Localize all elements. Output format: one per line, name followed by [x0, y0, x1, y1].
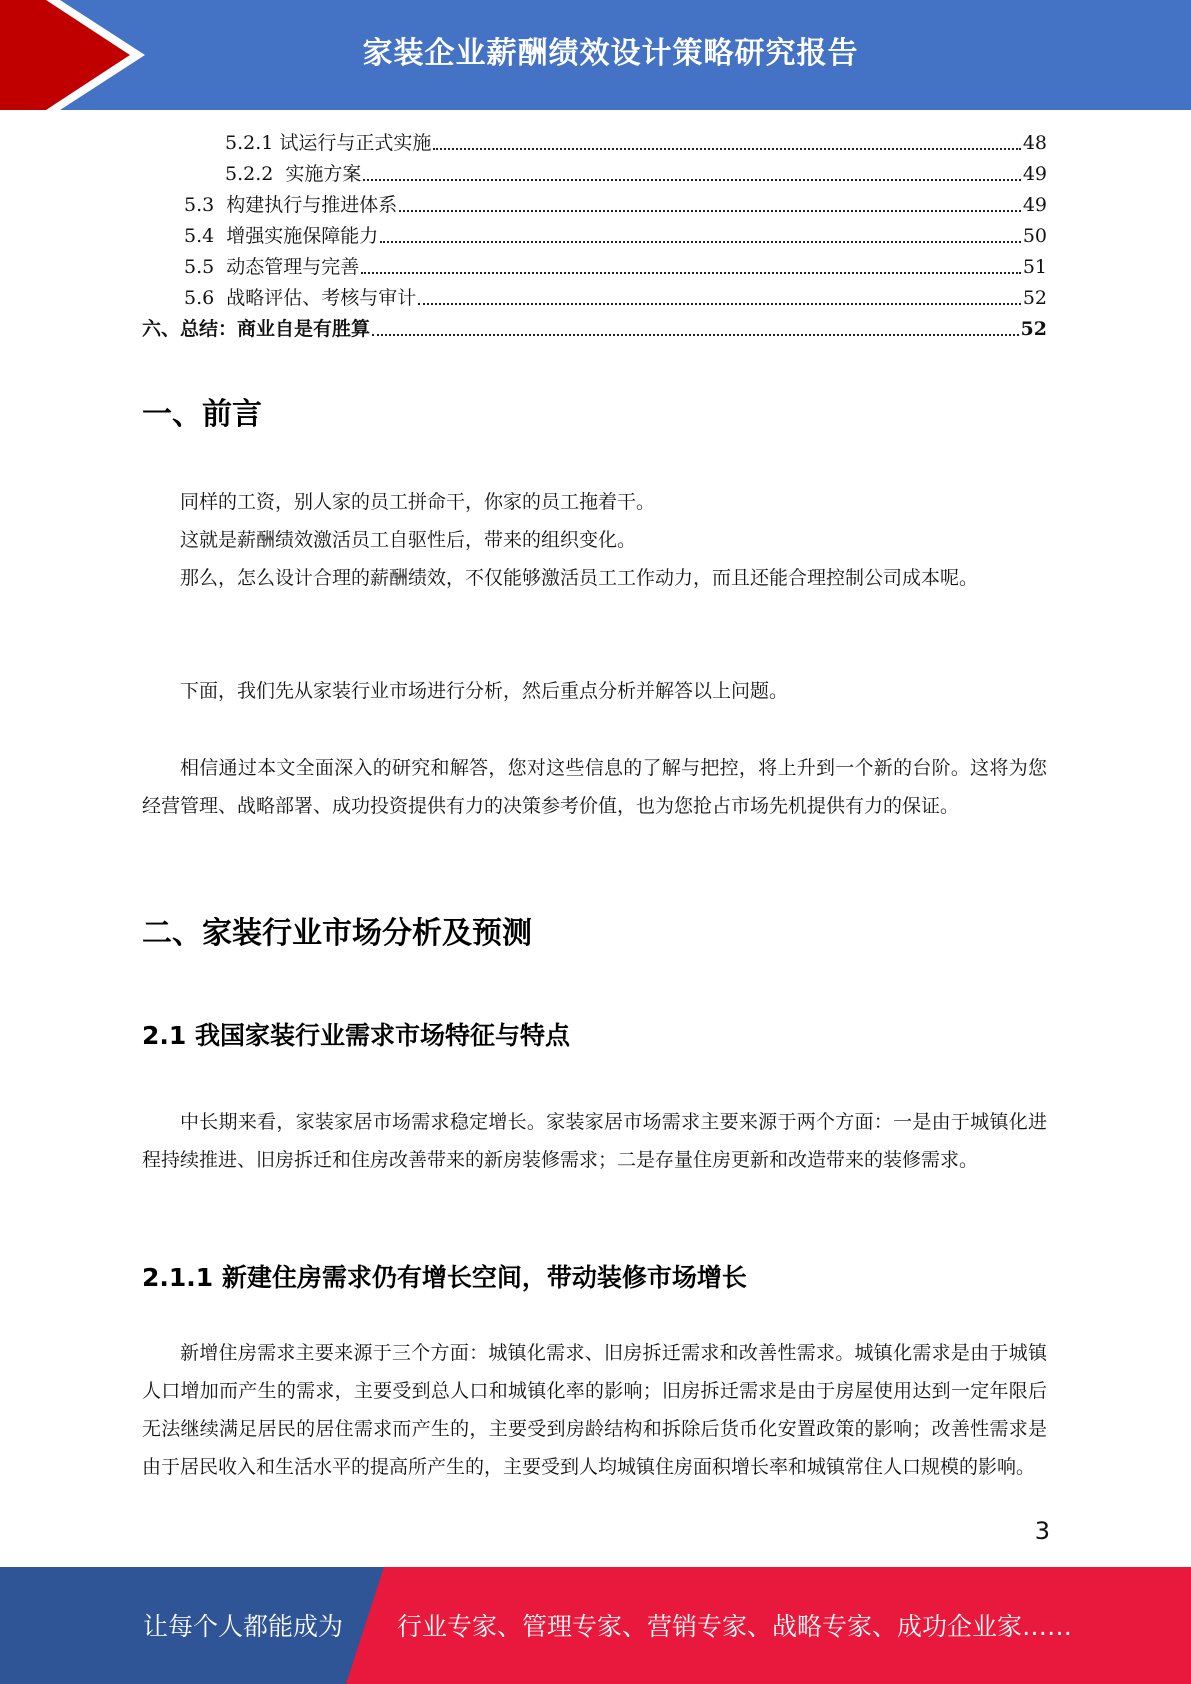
subsection-heading-2-1-1: 2.1.1 新建住房需求仍有增长空间，带动装修市场增长 — [142, 1263, 747, 1292]
toc-entry-5-5[interactable] — [184, 255, 1047, 279]
paragraph: 同样的工资，别人家的员工拼命干，你家的员工拖着干。 — [180, 491, 656, 513]
toc-leader-dots — [380, 241, 1021, 243]
toc-entry-page: 52 — [1020, 318, 1047, 340]
page-footer — [0, 1567, 1191, 1684]
footer-slogan-left: 让每个人都能成为 — [143, 1612, 344, 1641]
toc-entry-5-2-2[interactable] — [225, 162, 1047, 186]
toc-entry-page: 50 — [1022, 225, 1047, 247]
section-heading-market-analysis: 二、家装行业市场分析及预测 — [142, 916, 532, 951]
toc-leader-dots — [372, 334, 1019, 336]
toc-entry-5-4[interactable] — [184, 224, 1047, 248]
paragraph: 这就是薪酬绩效激活员工自驱性后，带来的组织变化。 — [180, 529, 637, 551]
toc-entry-page: 52 — [1022, 287, 1047, 309]
subsection-heading-2-1: 2.1 我国家装行业需求市场特征与特点 — [142, 1021, 570, 1050]
toc-entry-page: 49 — [1022, 194, 1047, 216]
toc-leader-dots — [399, 210, 1021, 212]
toc-entry-label: 5.4 增强实施保障能力 — [184, 225, 379, 247]
toc-entry-label: 5.2.1 试运行与正式实施 — [225, 132, 432, 154]
paragraph: 下面，我们先从家装行业市场进行分析，然后重点分析并解答以上问题。 — [180, 680, 789, 702]
header-title: 家装企业薪酬绩效设计策略研究报告 — [362, 36, 859, 71]
toc-leader-dots — [418, 303, 1021, 305]
paragraph: 中长期来看，家装家居市场需求稳定增长。家装家居市场需求主要来源于两个方面：一是由于城镇化进程持续推进、旧房拆迁和住房改善带来的新房装修需求；二是存量住房更新和改造带来的装修需求。 — [142, 1111, 1047, 1171]
paragraph: 相信通过本文全面深入的研究和解答，您对这些信息的了解与把控，将上升到一个新的台阶。这将为您经营管理、战略部署、成功投资提供有力的决策参考价值，也为您抢占市场先机提供有力的保证。 — [142, 757, 1047, 817]
paragraph: 新增住房需求主要来源于三个方面：城镇化需求、旧房拆迁需求和改善性需求。城镇化需求是由于城镇人口增加而产生的需求，主要受到总人口和城镇化率的影响；旧房拆迁需求是由于房屋使用达到一定年限后无法继续满足居民的居住需求而产生的，主要受到房龄结构和拆除后货币化安置政策的影响；改善性需求是由于居民收入和生活水平的提高所产生的，主要受到人均城镇住房面积增长率和城镇常住人口规模的影响。 — [142, 1342, 1047, 1478]
toc-entry-page: 49 — [1022, 163, 1047, 185]
toc-entry-5-3[interactable] — [184, 193, 1047, 217]
toc-entry-label: 5.5 动态管理与完善 — [184, 256, 360, 278]
page-header — [0, 0, 1191, 110]
toc-entry-5-6[interactable] — [184, 286, 1047, 310]
toc-leader-dots — [361, 272, 1021, 274]
toc-entry-label: 5.6 战略评估、考核与审计 — [184, 287, 417, 309]
toc-entry-page: 48 — [1022, 132, 1047, 154]
toc-entry-chapter-6[interactable] — [142, 317, 1047, 341]
toc-entry-label: 六、总结：商业自是有胜算 — [142, 318, 371, 340]
toc-entry-label: 5.3 构建执行与推进体系 — [184, 194, 398, 216]
section-heading-preface: 一、前言 — [142, 397, 262, 432]
toc-entry-5-2-1[interactable] — [225, 131, 1047, 155]
page-number: 3 — [1034, 1517, 1050, 1545]
toc-leader-dots — [363, 179, 1020, 181]
toc-entry-page: 51 — [1022, 256, 1047, 278]
footer-slogan-right: 行业专家、管理专家、营销专家、战略专家、成功企业家…… — [397, 1612, 1073, 1641]
toc-leader-dots — [433, 148, 1020, 150]
toc-entry-label: 5.2.2 实施方案 — [225, 163, 362, 185]
paragraph: 那么，怎么设计合理的薪酬绩效，不仅能够激活员工工作动力，而且还能合理控制公司成本呢。 — [180, 567, 979, 589]
